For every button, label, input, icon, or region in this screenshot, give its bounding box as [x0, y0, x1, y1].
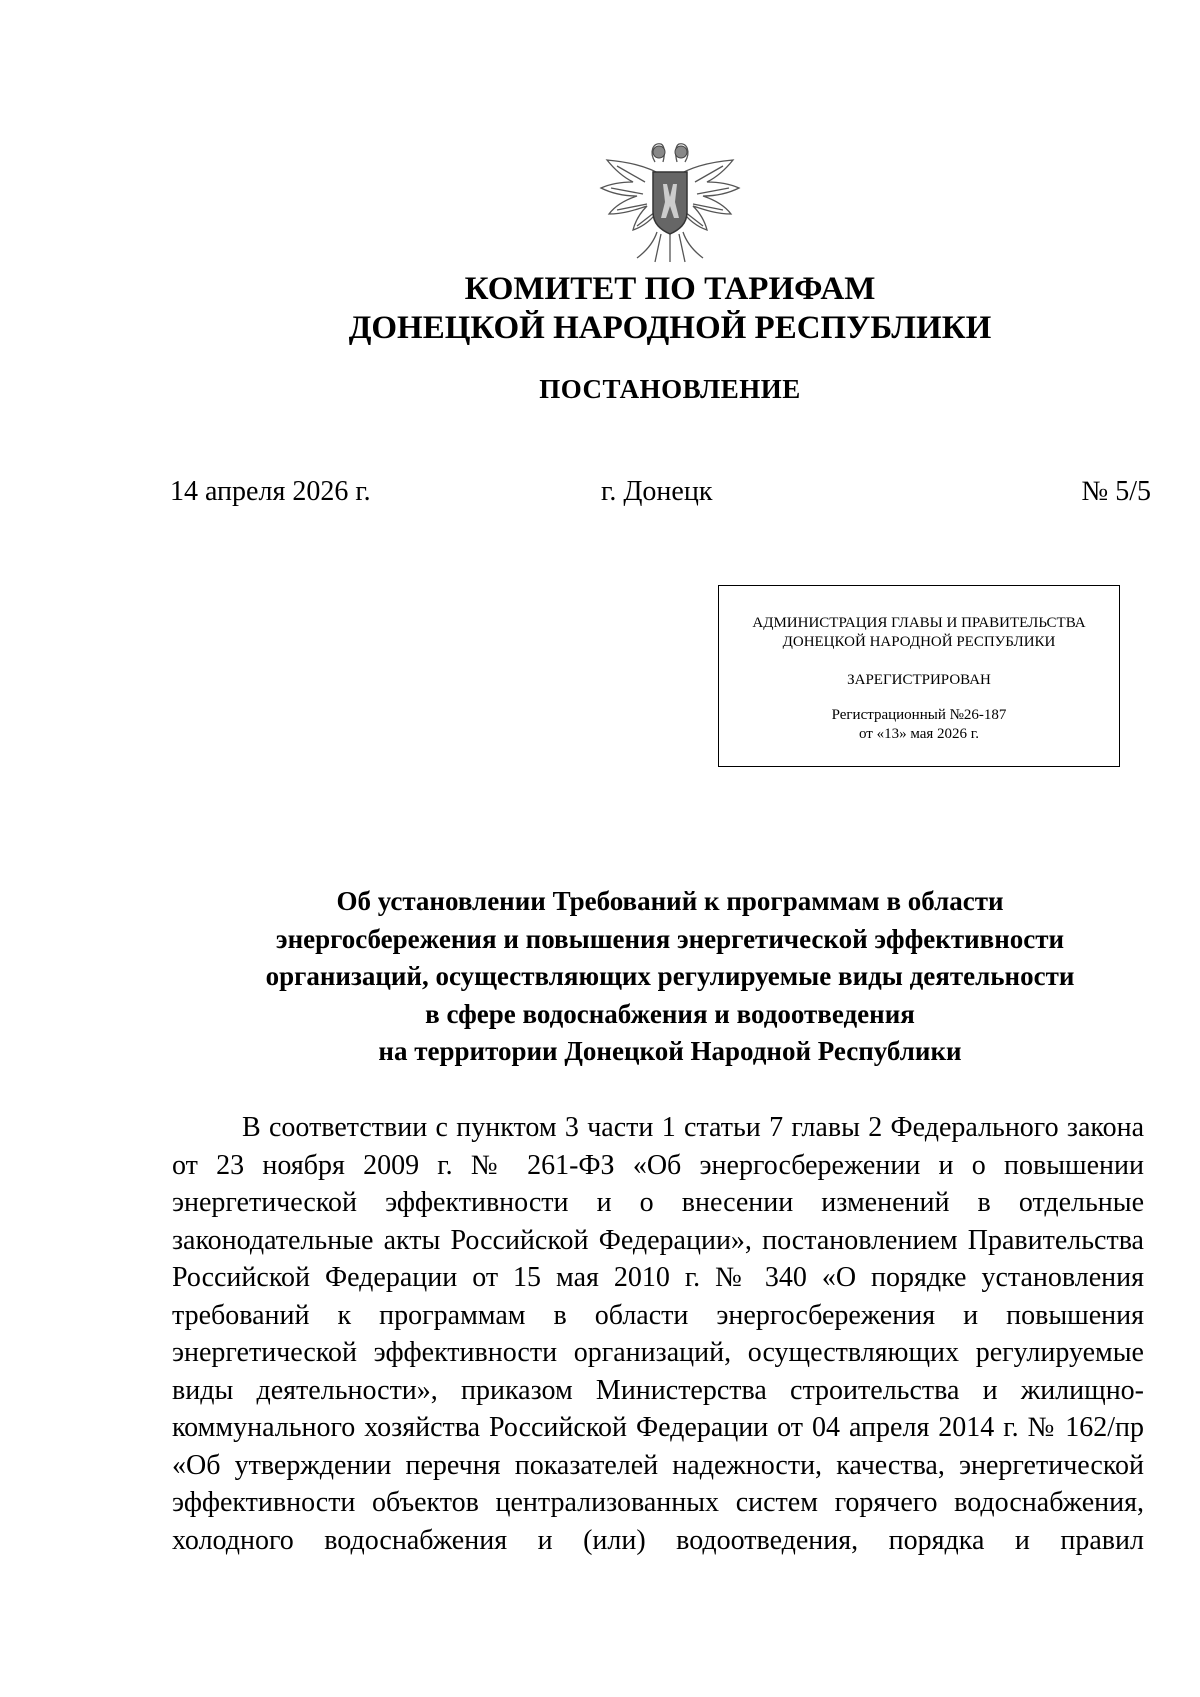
stamp-reg-date: от «13» мая 2026 г.: [858, 726, 979, 742]
document-subject: [170, 883, 1170, 1071]
subject-line: организаций, осуществляющих регулируемые виды деятельности: [265, 961, 1075, 991]
body-paragraph: [172, 1109, 1144, 1559]
stamp-organization: [719, 614, 1119, 652]
org-title-line1: КОМИТЕТ ПО ТАРИФАМ: [464, 271, 876, 307]
body-line: коммунального хозяйства Российской Федерации от 04 апреля 2014 г. № 162/пр: [172, 1412, 1144, 1443]
body-line: Российской Федерации от 15 мая 2010 г. № 340 «О порядке установления: [172, 1262, 1144, 1293]
stamp-org-line2: ДОНЕЦКОЙ НАРОДНОЙ РЕСПУБЛИКИ: [782, 634, 1056, 650]
dpr-coat-of-arms-icon: [595, 122, 745, 270]
body-line: законодательные акты Российской Федерации», постановлением Правительства: [172, 1224, 1144, 1256]
organization-title: [170, 270, 1170, 348]
document-date: 14 апреля 2026 г.: [170, 476, 371, 507]
subject-line: на территории Донецкой Народной Республики: [378, 1036, 962, 1066]
document-type: ПОСТАНОВЛЕНИЕ: [539, 374, 801, 404]
org-title-line2: ДОНЕЦКОЙ НАРОДНОЙ РЕСПУБЛИКИ: [348, 310, 992, 346]
registration-stamp: [718, 585, 1120, 767]
document-number: № 5/5: [1081, 476, 1151, 507]
stamp-org-line1: АДМИНИСТРАЦИЯ ГЛАВЫ И ПРАВИТЕЛЬСТВА: [752, 615, 1086, 631]
body-line: от 23 ноября 2009 г. № 261-ФЗ «Об энергосбережении и о повышении: [172, 1149, 1144, 1181]
body-line: требований к программам в области энергосбережения и повышения: [172, 1299, 1144, 1331]
body-line: В соответствии с пунктом 3 части 1 статьи 7 главы 2 Федерального закона: [242, 1112, 1144, 1143]
body-line: энергетической эффективности организаций, осуществляющих регулируемые: [172, 1337, 1144, 1368]
stamp-status: ЗАРЕГИСТРИРОВАН: [847, 672, 991, 688]
subject-line: энергосбережения и повышения энергетической эффективности: [275, 923, 1065, 954]
document-city: г. Донецк: [601, 476, 713, 507]
subject-line: в сфере водоснабжения и водоотведения: [425, 998, 915, 1029]
subject-line: Об установлении Требований к программам в области: [336, 886, 1004, 916]
body-line: холодного водоснабжения и (или) водоотведения, порядка и правил: [172, 1524, 1144, 1556]
body-line: виды деятельности», приказом Министерства строительства и жилищно-: [172, 1374, 1144, 1406]
stamp-reg-number: Регистрационный №26-187: [831, 707, 1007, 723]
body-line: эффективности объектов централизованных систем горячего водоснабжения,: [172, 1487, 1144, 1518]
body-line: «Об утверждении перечня показателей надежности, качества, энергетической: [172, 1449, 1144, 1481]
body-line: энергетической эффективности и о внесении изменений в отдельные: [172, 1187, 1144, 1218]
